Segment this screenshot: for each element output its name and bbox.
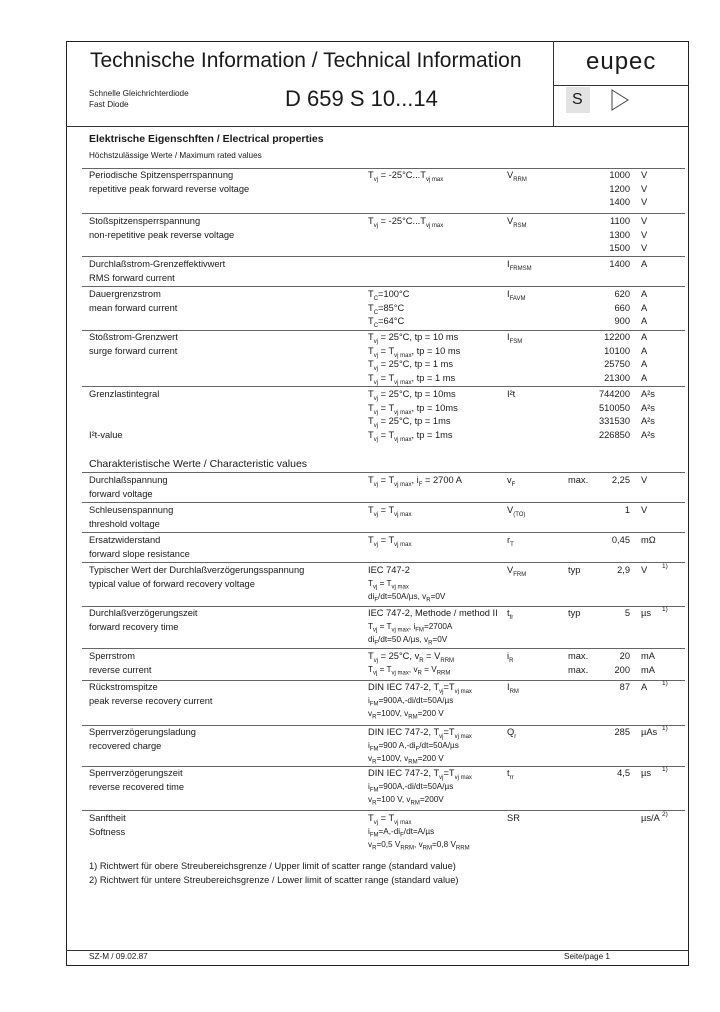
unit: V (641, 505, 648, 515)
param-name-de: Sanftheit (89, 813, 126, 823)
unit: A²s (641, 416, 655, 426)
condition-part: vj max (425, 222, 444, 229)
unit: mΩ (641, 535, 656, 545)
eupec-logo: eupec (586, 48, 657, 75)
symbol (507, 682, 519, 695)
condition: $T_C=100^\circ C$ (368, 289, 410, 302)
footnote-ref: 1) (662, 766, 668, 773)
row-separator (82, 168, 685, 169)
param-name-de: Stoßstrom-Grenzwert (89, 332, 178, 342)
symbol (507, 390, 515, 399)
condition: $i_{FM}=900A,-di/dt=50A/\mu s$ (368, 781, 454, 794)
condition: IEC 747-2 (368, 565, 410, 575)
footnote-ref: 1) (662, 725, 668, 732)
unit: A (641, 332, 648, 342)
symbol (507, 565, 527, 578)
unit: µs (641, 768, 652, 778)
param-name-en: peak reverse recovery current (89, 695, 213, 706)
footnote-1: 1) Richtwert für obere Streubereichsgrenze / Upper limit of scatter range (standard value) (89, 861, 456, 871)
characteristic-title: Charakteristische Werte / Characteristic values (89, 458, 308, 470)
row-separator (82, 330, 685, 331)
param-name-en: threshold voltage (89, 518, 160, 529)
value: 4,5 (617, 768, 630, 778)
condition: $T_{vj} = T_{vj max}$, tp = 1ms (368, 429, 453, 443)
param-name-de: Durchlaßspannung (89, 475, 168, 485)
value: 620 (614, 289, 630, 299)
unit: µs/A (641, 813, 660, 823)
symbol-subscript: R (509, 657, 514, 664)
diode-symbol-icon (609, 88, 631, 112)
condition-part: = -25°C...T (378, 170, 426, 180)
symbol (507, 535, 514, 548)
condition: $T_{vj} = T_{vj max}$ (368, 578, 409, 591)
row-separator (82, 256, 685, 257)
value: 200 (614, 664, 630, 675)
value: 744200 (598, 389, 630, 399)
page-title: Technische Information / Technical Information (90, 49, 522, 72)
unit: A (641, 316, 648, 326)
row-separator (82, 562, 685, 563)
condition: $T_{vj} = T_{vj max}$, $i_F = 2700$ A (368, 475, 462, 488)
param-name-de: Sperrverzögerungszeit (89, 768, 183, 778)
subtitle-en: Fast Diode (89, 100, 129, 109)
symbol (507, 289, 526, 302)
condition-part: vj (373, 176, 379, 183)
row-separator (82, 680, 685, 681)
symbol-letter: t (507, 768, 510, 778)
row-separator (82, 386, 685, 387)
condition: $T_{vj} = 25^\circ C$, tp = 1ms (368, 416, 451, 429)
symbol-letter: t (507, 608, 510, 618)
param-name-en: forward slope resistance (89, 548, 190, 559)
condition-part: vj max (425, 176, 444, 183)
row-separator (82, 502, 685, 503)
condition: DIN IEC 747-2, $T_{vj}=T_{vj max}$ (368, 682, 472, 695)
param-name-en: reverse current (89, 664, 152, 675)
param-name-en: RMS forward current (89, 272, 175, 283)
qualifier: typ (568, 565, 581, 575)
row-separator (82, 286, 685, 287)
condition: $i_{FM}=900A,-di/dt=50A/\mu s$ (368, 695, 454, 708)
footnote-ref: 2) (662, 811, 668, 818)
symbol-letter: I (507, 289, 510, 299)
value: 12200 (604, 332, 630, 342)
value: 2,9 (617, 565, 630, 575)
unit: µs (641, 608, 652, 618)
symbol (507, 608, 514, 621)
condition: $T_{vj} = 25^\circ C$, $v_R = V_{RRM}$ (368, 651, 455, 664)
symbol-letter: v (507, 475, 512, 485)
footnote-ref: 1) (662, 563, 668, 570)
value: 1300 (609, 229, 630, 240)
qualifier: max. (568, 664, 589, 675)
condition-part: T (368, 170, 374, 180)
param-name-de: Stoßspitzensperrspannung (89, 216, 201, 226)
row-separator (82, 472, 685, 473)
param-name-en: reverse recovered time (89, 781, 185, 792)
unit: A (641, 359, 648, 369)
unit: A (641, 289, 648, 299)
symbol-subscript: fr (509, 614, 514, 621)
symbol-subscript: r (514, 733, 517, 740)
condition: $T_{vj} = T_{vj max}$, $i_{FM}=2700A$ (368, 621, 453, 634)
value: 25750 (604, 359, 630, 369)
symbol (507, 170, 527, 183)
condition: $T_{vj} = T_{vj max}$, $v_R = V_{RRM}$ (368, 664, 451, 677)
param-name-de: Dauergrenzstrom (89, 289, 161, 299)
condition: $T_{vj} = T_{vj max}$ (368, 535, 412, 548)
condition: $T_{vj} = T_{vj max}$, tp = 10ms (368, 402, 458, 416)
param-name-en: non-repetitive peak reverse voltage (89, 229, 235, 240)
symbol (507, 505, 526, 518)
symbol-letter: Q (507, 727, 515, 737)
symbol (507, 768, 514, 781)
unit: A (641, 259, 648, 269)
condition: $T_{vj} = T_{vj max}$ (368, 505, 412, 518)
unit: A (641, 372, 648, 383)
unit: V (641, 229, 648, 240)
value: 226850 (598, 429, 630, 440)
param-name-de: Typischer Wert der Durchlaßverzögerungsspannung (89, 565, 305, 575)
footnote-2: 2) Richtwert für untere Streubereichsgrenze / Lower limit of scatter range (standard value) (89, 875, 459, 885)
param-name-en: Softness (89, 826, 126, 837)
qualifier: max. (568, 475, 589, 485)
param-name-de: Grenzlastintegral (89, 389, 160, 399)
symbol (507, 814, 520, 823)
symbol (507, 216, 527, 229)
unit: A²s (641, 402, 655, 413)
condition (368, 170, 444, 183)
row-separator (82, 725, 685, 726)
footer-line (66, 950, 689, 951)
value: 1400 (609, 259, 630, 269)
unit: V (641, 216, 648, 226)
condition: $T_C=85^\circ C$ (368, 302, 405, 316)
logo-divider (553, 85, 689, 86)
condition: $i_{FM}=A,-di_F/dt=A/\mu s$ (368, 826, 435, 839)
condition: $T_{vj} = T_{vj max}$ (368, 813, 412, 826)
value: 285 (614, 727, 630, 737)
param-name-en: forward recovery time (89, 621, 179, 632)
param-name-de: Durchlaßverzögerungszeit (89, 608, 198, 618)
param-name-de: Schleusenspannung (89, 505, 174, 515)
value: 331530 (598, 416, 630, 426)
symbol-subscript: FRMSM (509, 265, 532, 272)
unit: V (641, 197, 648, 207)
param-name-extra: I²t-value (89, 429, 123, 440)
value: 87 (619, 682, 630, 692)
unit: V (641, 170, 648, 180)
unit: mA (641, 664, 655, 675)
unit: V (641, 243, 648, 253)
condition: $T_{vj} = T_{vj max}$, tp = 10 ms (368, 345, 461, 359)
condition-part: vj (373, 222, 379, 229)
unit: A²s (641, 429, 655, 440)
row-separator (82, 532, 685, 533)
param-name-de: Sperrstrom (89, 651, 135, 661)
symbol-subscript: rr (509, 774, 514, 781)
value: 5 (624, 608, 630, 618)
condition: $v_R=100V$, $v_{RM}=200$ V (368, 754, 444, 766)
condition: $T_C=64^\circ C$ (368, 316, 405, 329)
header-divider (553, 41, 554, 126)
value: 1400 (609, 197, 630, 207)
qualifier: typ (568, 608, 581, 618)
condition: $T_{vj} = 25^\circ C$, tp = 10ms (368, 389, 456, 402)
value: 2,25 (611, 475, 630, 485)
symbol-subscript: RRM (513, 176, 527, 183)
unit: A (641, 302, 648, 313)
symbol-subscript: F (511, 481, 516, 488)
param-name-en: typical value of forward recovery voltage (89, 578, 255, 589)
row-separator (82, 766, 685, 767)
param-name-de: Ersatzwiderstand (89, 535, 161, 545)
symbol (507, 651, 514, 664)
symbol-letter: r (507, 535, 511, 545)
condition-part: T (368, 216, 374, 226)
max-rated-title: Höchstzulässige Werte / Maximum rated values (89, 151, 262, 160)
symbol-subscript: FAVM (509, 295, 526, 302)
qualifier: max. (568, 651, 589, 661)
param-name-de: Durchlaßstrom-Grenzeffektivwert (89, 259, 226, 269)
unit: V (641, 475, 648, 485)
header-bottom-line (66, 126, 689, 127)
electrical-properties-title: Elektrische Eigenschften / Electrical properties (89, 133, 324, 145)
symbol-letter: I (507, 332, 510, 342)
symbol (507, 475, 516, 488)
symbol-letter: V (507, 505, 514, 515)
condition: IEC 747-2, Methode / method II (368, 608, 498, 618)
condition: $v_R=100V$, $v_{RM}=200$ V (368, 709, 444, 721)
param-name-de: Periodische Spitzensperrspannung (89, 170, 234, 180)
symbol-subscript: RM (509, 688, 519, 695)
value: 21300 (604, 372, 630, 383)
value: 900 (614, 316, 630, 326)
symbol-subscript: (TO) (513, 511, 526, 518)
param-name-en: repetitive peak forward reverse voltage (89, 183, 250, 194)
type-letter: S (572, 91, 583, 108)
symbol (507, 332, 523, 345)
condition: $i_{FM}=900$ $A,-di_F/dt=50A/\mu s$ (368, 740, 459, 753)
symbol (507, 259, 532, 272)
unit: V (641, 183, 648, 194)
value: 0,45 (611, 535, 630, 545)
footnote-ref: 1) (662, 606, 668, 613)
unit: V (641, 565, 648, 575)
row-separator (82, 810, 685, 811)
unit: mA (641, 651, 655, 661)
value: 510050 (598, 402, 630, 413)
part-number: D 659 S 10...14 (285, 86, 438, 111)
value: 20 (619, 651, 630, 661)
param-name-en: surge forward current (89, 345, 178, 356)
symbol-letter: I (507, 682, 510, 692)
symbol-letter: I (507, 259, 510, 269)
subtitle-de: Schnelle Gleichrichterdiode (89, 89, 189, 98)
param-name-de: Sperrverzögerungsladung (89, 727, 196, 737)
unit: µAs (641, 727, 658, 737)
condition: $T_{vj} = 25^\circ C$, tp = 1 ms (368, 359, 454, 372)
footer-date: SZ-M / 09.02.87 (89, 952, 148, 961)
condition: $di_F/dt=50$ A/µs, $v_R=0V$ (368, 635, 448, 647)
value: 1000 (609, 170, 630, 180)
unit: A (641, 682, 648, 692)
value: 1500 (609, 243, 630, 253)
condition: $T_{vj} = 25^\circ C$, tp = 10 ms (368, 332, 459, 345)
symbol-letter: SR (507, 813, 520, 823)
symbol (507, 727, 517, 740)
value: 1100 (610, 216, 630, 226)
symbol-subscript: RSM (513, 222, 527, 229)
symbol-letter: i (507, 651, 510, 661)
condition: DIN IEC 747-2, $T_{vj}=T_{vj max}$ (368, 768, 472, 781)
param-name-en: forward voltage (89, 488, 153, 499)
condition: $v_R=100$ V, $v_{RM}=200V$ (368, 795, 444, 807)
row-separator (82, 213, 685, 214)
symbol-subscript: FRM (513, 571, 527, 578)
symbol-subscript: FSM (509, 338, 523, 345)
footer-page: Seite/page 1 (564, 952, 610, 961)
param-name-en: mean forward current (89, 302, 178, 313)
value: 1 (624, 505, 630, 515)
condition (368, 216, 444, 229)
symbol-letter: V (507, 216, 514, 226)
symbol-letter: V (507, 170, 514, 180)
condition-part: = -25°C...T (378, 216, 426, 226)
footnote-ref: 1) (662, 680, 668, 687)
symbol-subscript: T (510, 541, 514, 548)
unit: A (641, 345, 648, 356)
symbol-letter: I²t (507, 389, 516, 399)
symbol-letter: V (507, 565, 514, 575)
row-separator (82, 606, 685, 607)
param-name-de: Rückstromspitze (89, 682, 158, 692)
row-separator (82, 648, 685, 649)
param-name-en: recovered charge (89, 740, 162, 751)
unit: A²s (641, 389, 655, 399)
condition: $di_F/dt=50A/\mu s$, $v_R=0V$ (368, 592, 446, 604)
value: 1200 (609, 183, 630, 194)
value: 660 (614, 302, 630, 313)
condition: $v_R=0,5$ $V_{RRM}$, $v_{RM}=0,8$ $V_{RRM}$ (368, 840, 470, 852)
condition: $T_{vj} = T_{vj max}$, tp = 1 ms (368, 372, 456, 386)
value: 10100 (604, 345, 630, 356)
condition: DIN IEC 747-2, $T_{vj}=T_{vj max}$ (368, 727, 472, 740)
